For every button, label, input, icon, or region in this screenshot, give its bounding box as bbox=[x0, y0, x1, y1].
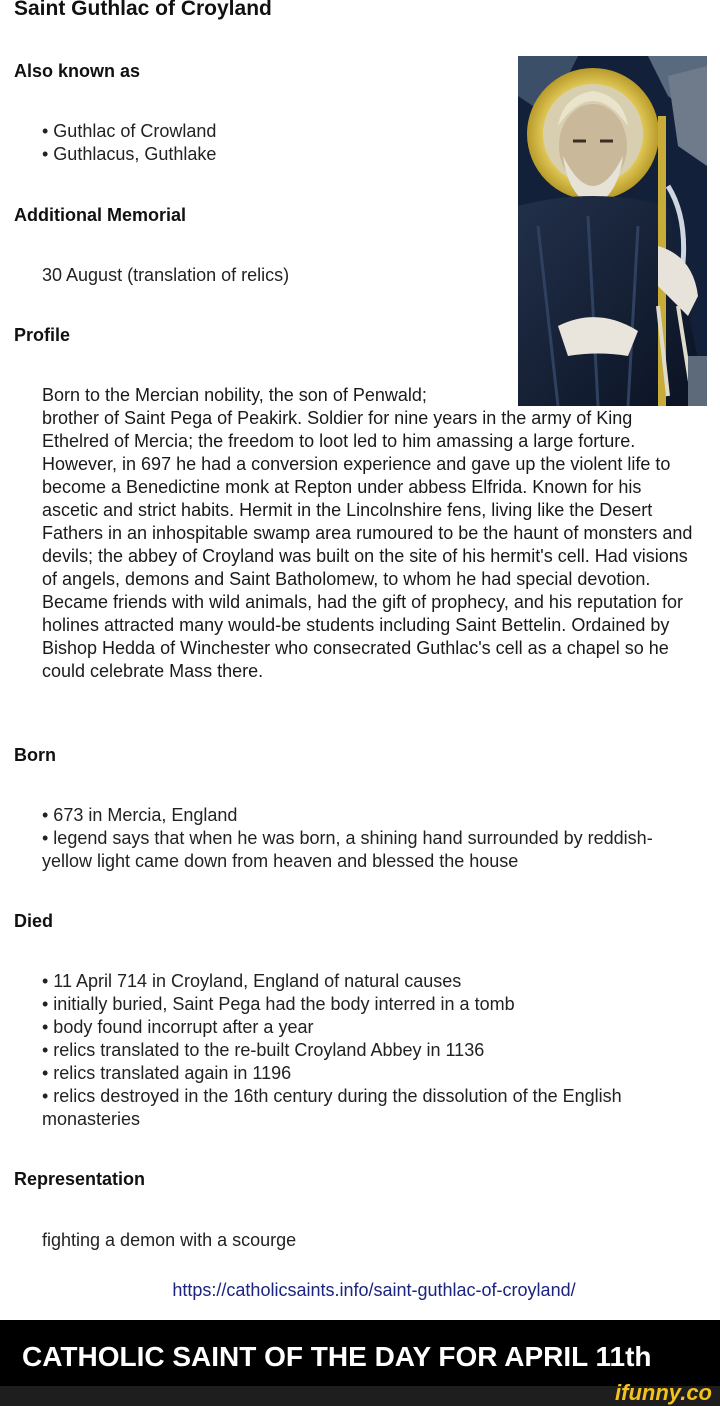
source-link[interactable]: https://catholicsaints.info/saint-guthlac-of-croyland/ bbox=[172, 1280, 576, 1300]
footer-bar bbox=[0, 1386, 720, 1406]
saint-stained-glass-image bbox=[518, 56, 707, 406]
representation-heading: Representation bbox=[14, 1169, 146, 1189]
list-item: • relics translated again in 1196 bbox=[42, 1063, 292, 1083]
representation-text: fighting a demon with a scourge bbox=[42, 1230, 297, 1250]
list-item: • 11 April 714 in Croyland, England of natural causes bbox=[42, 971, 462, 991]
memorial-heading: Additional Memorial bbox=[14, 205, 187, 225]
list-item: • Guthlac of Crowland bbox=[42, 121, 217, 141]
born-list bbox=[42, 804, 653, 873]
list-item: • initially buried, Saint Pega had the body interred in a tomb bbox=[42, 994, 515, 1014]
page-title: Saint Guthlac of Croyland bbox=[14, 0, 272, 20]
list-item-continuation: monasteries bbox=[42, 1109, 141, 1129]
list-item: • Guthlacus, Guthlake bbox=[42, 144, 217, 164]
aka-heading: Also known as bbox=[14, 61, 141, 81]
list-item: • body found incorrupt after a year bbox=[42, 1017, 314, 1037]
died-heading: Died bbox=[14, 911, 54, 931]
list-item: • relics destroyed in the 16th century during the dissolution of the English bbox=[42, 1086, 622, 1106]
list-item-continuation: yellow light came down from heaven and blessed the house bbox=[42, 851, 519, 871]
profile-text: brother of Saint Pega of Peakirk. Soldier for nine years in the army of King Ethelred of Mercia; the freedom to loot led to him amassing a large forture. However, in 697 he had a conversion experience and gave up the violent life to become a Benedictine monk at Repton under abbess Elfrida. Known for his ascetic and strict habits. Hermit in the Lincolnshire fens, living like the Desert Fathers in an inhospitable swamp area rumoured to be the haunt of monsters and devils; the abbey of Croyland was built on the site of his hermit's cell. Had visions of angels, demons and Saint Batholomew, to whom he had special devotion. Became friends with wild animals, had the gift of prophecy, and his reputation for holines attracted many would-be students including Saint Bettelin. Ordained by Bishop Hedda of Winchester who consecrated Guthlac's cell as a chapel so he could celebrate Mass there. bbox=[42, 408, 693, 681]
profile-first-line: Born to the Mercian nobility, the son of Penwald; bbox=[42, 385, 427, 405]
died-list bbox=[42, 970, 622, 1131]
memorial-text: 30 August (translation of relics) bbox=[42, 265, 290, 285]
saint-figure-illustration bbox=[518, 56, 707, 406]
profile-heading: Profile bbox=[14, 325, 71, 345]
ifunny-watermark-logo: ifunny.co bbox=[615, 1380, 712, 1405]
aka-list bbox=[42, 120, 216, 166]
caption-banner-text: CATHOLIC SAINT OF THE DAY FOR APRIL 11th bbox=[22, 1341, 652, 1372]
list-item: • 673 in Mercia, England bbox=[42, 805, 238, 825]
list-item: • relics translated to the re-built Croyland Abbey in 1136 bbox=[42, 1040, 485, 1060]
born-heading: Born bbox=[14, 745, 56, 765]
list-item: • legend says that when he was born, a shining hand surrounded by reddish- bbox=[42, 828, 653, 848]
